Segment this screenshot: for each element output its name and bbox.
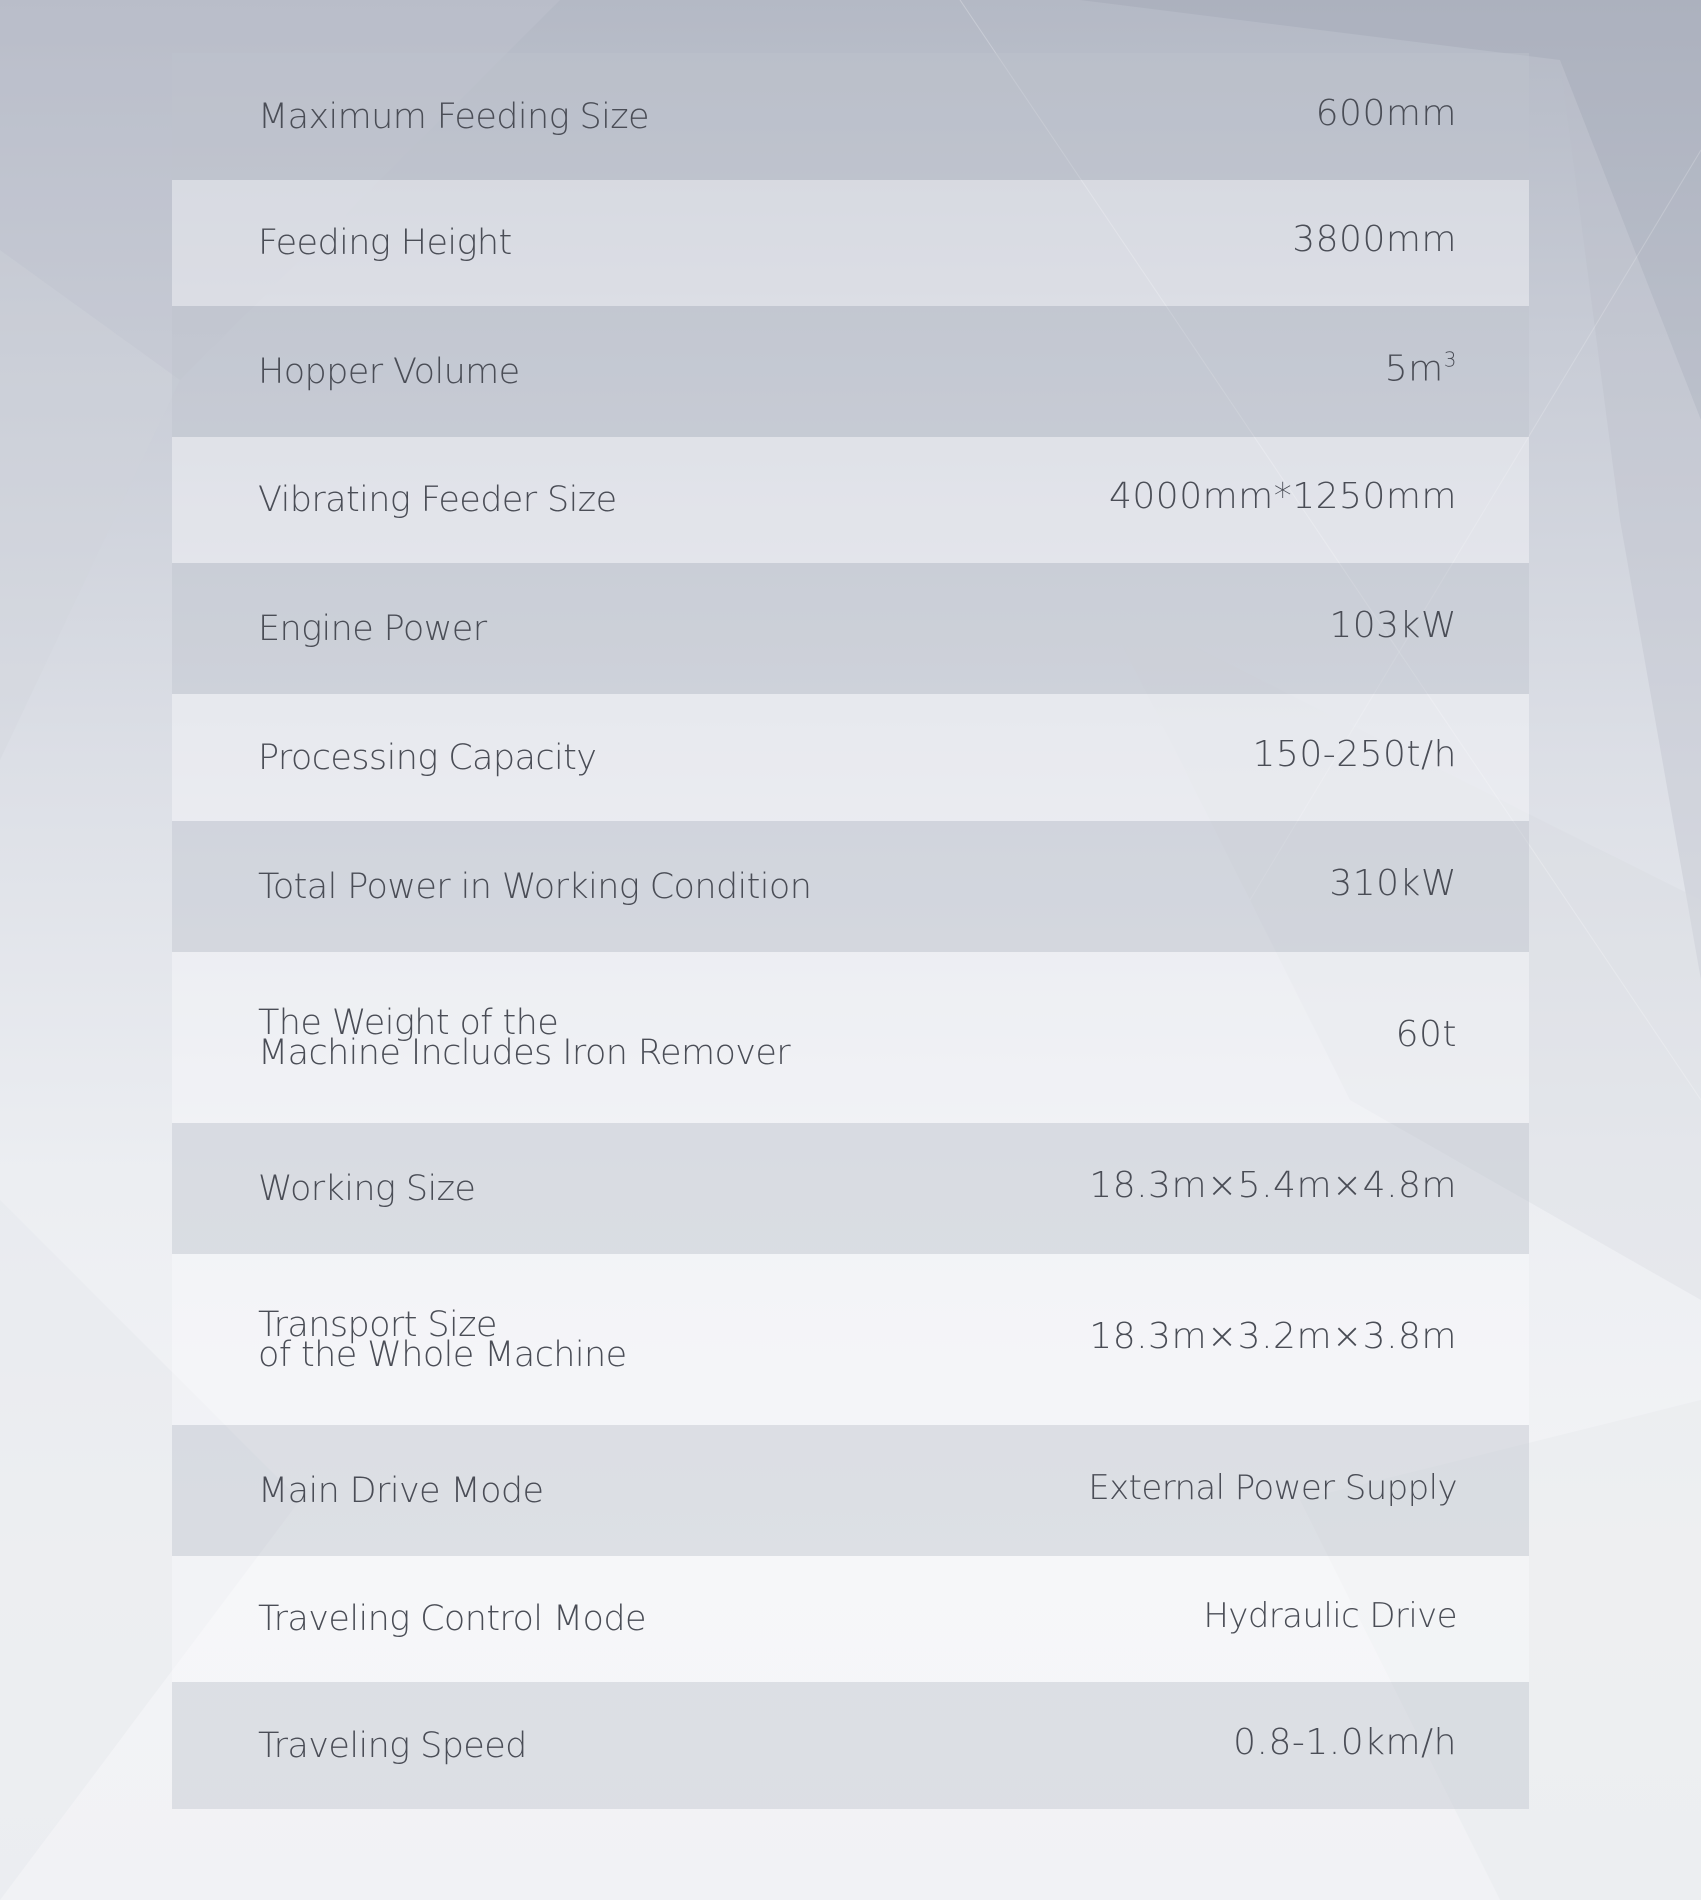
spec-value: 103kW	[1329, 604, 1457, 646]
spec-table	[172, 53, 1529, 1809]
spec-value: 3800mm	[1292, 219, 1457, 261]
spec-label: Feeding Height	[258, 223, 512, 263]
spec-row	[172, 1254, 1529, 1425]
spec-value: 600mm	[1315, 92, 1457, 134]
spec-value: 60t	[1395, 1013, 1457, 1055]
spec-value: Hydraulic Drive	[1203, 1595, 1457, 1636]
spec-value: 310kW	[1329, 862, 1457, 904]
spec-label: Working Size	[258, 1168, 476, 1209]
spec-row	[172, 1556, 1529, 1682]
spec-value: 18.3m×5.4m×4.8m	[1089, 1164, 1457, 1206]
spec-label: Total Power in Working Condition	[258, 866, 812, 907]
spec-row	[172, 1682, 1529, 1809]
spec-value: 0.8-1.0km/h	[1233, 1721, 1457, 1763]
spec-row	[172, 306, 1529, 437]
spec-label: Hopper Volume	[258, 351, 520, 392]
spec-value: 150-250t/h	[1252, 733, 1457, 775]
spec-label: Traveling Control Mode	[258, 1599, 646, 1639]
spec-row	[172, 952, 1529, 1123]
spec-label: Transport Size of the Whole Machine	[258, 1304, 627, 1375]
spec-row	[172, 821, 1529, 952]
spec-value-main: 5m	[1384, 348, 1444, 390]
spec-label: Main Drive Mode	[258, 1470, 544, 1511]
spec-value-superscript: 3	[1443, 347, 1457, 372]
spec-value	[1385, 347, 1457, 389]
spec-value: 18.3m×3.2m×3.8m	[1089, 1315, 1457, 1357]
spec-row	[172, 1123, 1529, 1254]
spec-label: Vibrating Feeder Size	[258, 480, 617, 520]
spec-value: External Power Supply	[1088, 1467, 1457, 1508]
spec-label: Processing Capacity	[258, 737, 597, 778]
spec-value: 4000mm*1250mm	[1108, 476, 1457, 518]
spec-row	[172, 437, 1529, 563]
spec-label: Engine Power	[258, 608, 487, 649]
spec-row	[172, 180, 1529, 306]
spec-row	[172, 53, 1529, 180]
spec-row	[172, 1425, 1529, 1556]
spec-label: The Weight of the Machine Includes Iron Remover	[258, 1002, 791, 1073]
spec-label: Maximum Feeding Size	[258, 96, 649, 137]
spec-row	[172, 694, 1529, 821]
spec-row	[172, 563, 1529, 694]
spec-label: Traveling Speed	[258, 1725, 527, 1766]
